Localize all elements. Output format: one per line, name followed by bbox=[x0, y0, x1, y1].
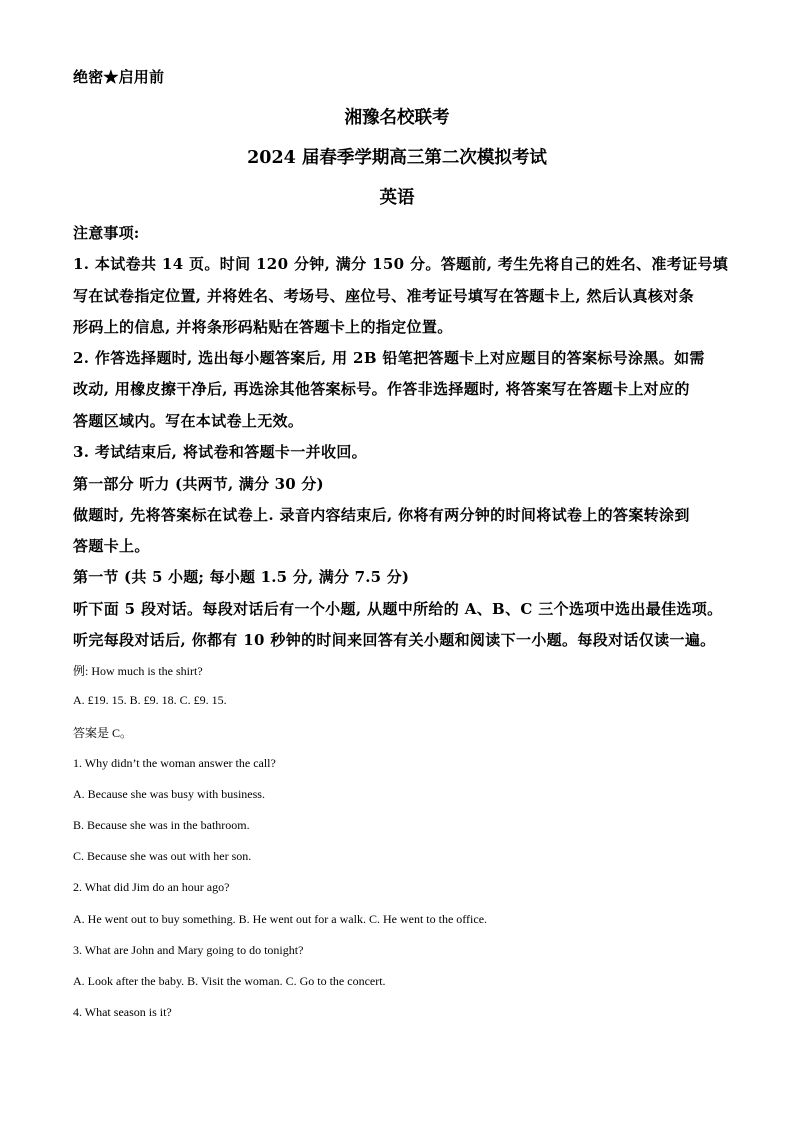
exam-organizer-title: 湘豫名校联考 bbox=[344, 108, 450, 128]
part1-instruction: 答题卡上。 bbox=[73, 537, 150, 555]
question-text: 3. What are John and Mary going to do tonight? bbox=[73, 943, 304, 957]
option-line: A. Because she was busy with business. bbox=[73, 787, 265, 801]
section1-heading: 第一节 (共 5 小题; 每小题 1.5 分, 满分 7.5 分) bbox=[73, 568, 410, 586]
example-options: A. £19. 15. B. £9. 18. C. £9. 15. bbox=[73, 693, 227, 707]
notice-line: 形码上的信息, 并将条形码粘贴在答题卡上的指定位置。 bbox=[73, 318, 453, 336]
option-line: A. Look after the baby. B. Visit the woman. C. Go to the concert. bbox=[73, 974, 386, 988]
question-text: 4. What season is it? bbox=[73, 1005, 172, 1019]
option-line: C. Because she was out with her son. bbox=[73, 849, 252, 863]
notice-heading: 注意事项: bbox=[73, 224, 140, 242]
notice-line: 答题区域内。写在本试卷上无效。 bbox=[73, 412, 304, 430]
notice-line: 2. 作答选择题时, 选出每小题答案后, 用 2B 铅笔把答题卡上对应题目的答案标号涂黑。如需 bbox=[73, 349, 705, 367]
section1-instruction: 听完每段对话后, 你都有 10 秒钟的时间来回答有关小题和阅读下一小题。每段对话仅读一遍。 bbox=[73, 631, 716, 649]
part1-heading: 第一部分 听力 (共两节, 满分 30 分) bbox=[73, 475, 324, 493]
notice-line: 3. 考试结束后, 将试卷和答题卡一并收回。 bbox=[73, 443, 368, 461]
notice-line: 1. 本试卷共 14 页。时间 120 分钟, 满分 150 分。答题前, 考生先将自己的姓名、准考证号填 bbox=[73, 255, 729, 273]
question-text: 1. Why didn’t the woman answer the call? bbox=[73, 756, 276, 770]
question-text: 2. What did Jim do an hour ago? bbox=[73, 880, 230, 894]
notice-line: 改动, 用橡皮擦干净后, 再选涂其他答案标号。作答非选择题时, 将答案写在答题卡上对应的 bbox=[73, 380, 690, 398]
example-answer: 答案是 C。 bbox=[73, 726, 133, 740]
example-question: 例: How much is the shirt? bbox=[73, 664, 203, 678]
option-line: B. Because she was in the bathroom. bbox=[73, 818, 250, 832]
option-line: A. He went out to buy something. B. He went out for a walk. C. He went to the office. bbox=[73, 912, 488, 926]
subject-title: 英语 bbox=[379, 188, 415, 208]
exam-name-title: 2024 届春季学期高三第二次模拟考试 bbox=[247, 148, 547, 168]
part1-instruction: 做题时, 先将答案标在试卷上. 录音内容结束后, 你将有两分钟的时间将试卷上的答案转涂到 bbox=[73, 506, 690, 524]
notice-line: 写在试卷指定位置, 并将姓名、考场号、座位号、准考证号填写在答题卡上, 然后认真核对条 bbox=[73, 287, 694, 305]
confidential-label: 绝密★启用前 bbox=[73, 68, 165, 86]
section1-instruction: 听下面 5 段对话。每段对话后有一个小题, 从题中所给的 A、B、C 三个选项中选出最佳选项。 bbox=[73, 600, 723, 618]
